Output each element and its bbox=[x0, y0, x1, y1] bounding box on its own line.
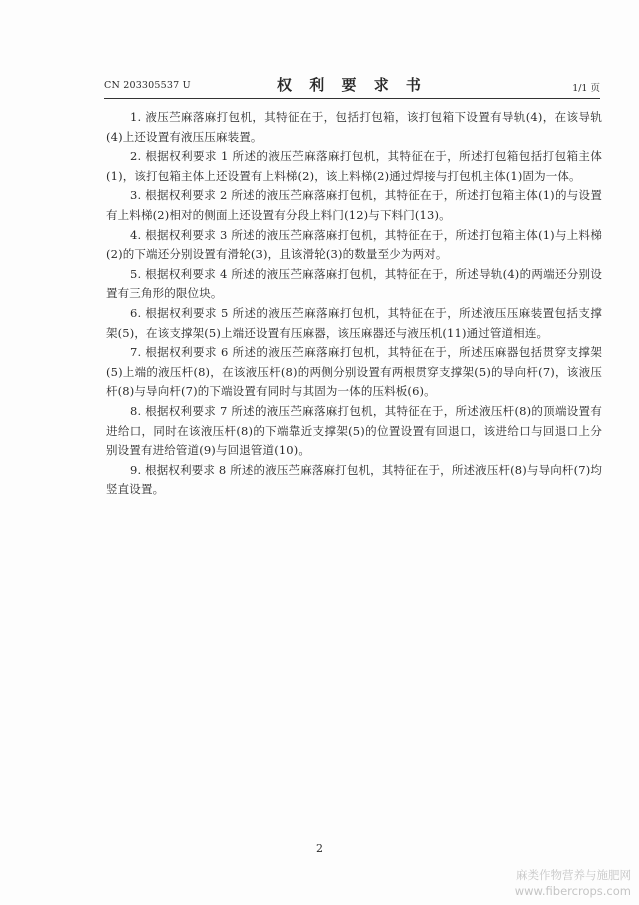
watermark-line-1: 麻类作物营养与施肥网 bbox=[516, 868, 631, 882]
document-title: 权 利 要 求 书 bbox=[277, 76, 427, 94]
page-indicator: 1/1 页 bbox=[572, 83, 600, 94]
claim-2: 2. 根据权利要求 1 所述的液压苎麻落麻打包机，其特征在于，所述打包箱包括打包箱主体(1)，该打包箱主体上还设置有上料梯(2)，该上料梯(2)通过焊接与打包机主体(1)固为一体。 bbox=[106, 149, 602, 183]
claims-list bbox=[106, 108, 602, 500]
claim-1: 1. 液压苎麻落麻打包机，其特征在于，包括打包箱，该打包箱下设置有导轨(4)，在该导轨(4)上还设置有液压压麻装置。 bbox=[106, 110, 602, 144]
header-divider bbox=[104, 98, 600, 99]
claim-8: 8. 根据权利要求 7 所述的液压苎麻落麻打包机，其特征在于，所述液压杆(8)的顶端设置有进给口，同时在该液压杆(8)的下端靠近支撑架(5)的位置设置有回退口，该进给口与回退口上分别设置有进给管道(9)与回退管道(10)。 bbox=[106, 403, 602, 458]
watermark-line-2: www.fibercrops.com bbox=[514, 884, 631, 898]
claim-6: 6. 根据权利要求 5 所述的液压苎麻落麻打包机，其特征在于，所述液压压麻装置包括支撑架(5)，在该支撑架(5)上端还设置有压麻器，该压麻器还与液压机(11)通过管道相连。 bbox=[106, 305, 602, 340]
page-header bbox=[104, 74, 600, 96]
claim-3: 3. 根据权利要求 2 所述的液压苎麻落麻打包机，其特征在于，所述打包箱主体(1)的与设置有上料梯(2)相对的侧面上还设置有分段上料门(12)与下料门(13)。 bbox=[106, 188, 602, 222]
claim-7: 7. 根据权利要求 6 所述的液压苎麻落麻打包机，其特征在于，所述压麻器包括贯穿支撑架(5)上端的液压杆(8)，在该液压杆(8)的两侧分别设置有两根贯穿支撑架(5)的导向杆(7)，该液压杆(8)与导向杆(7)的下端设置有同时与其固为一体的压料板(6)。 bbox=[106, 345, 602, 399]
claim-4: 4. 根据权利要求 3 所述的液压苎麻落麻打包机，其特征在于，所述打包箱主体(1)与上料梯(2)的下端还分别设置有滑轮(3)，且该滑轮(3)的数量至少为两对。 bbox=[106, 227, 602, 262]
claim-5: 5. 根据权利要求 4 所述的液压苎麻落麻打包机，其特征在于，所述导轨(4)的两端还分别设置有三角形的限位块。 bbox=[106, 266, 602, 301]
site-watermark bbox=[515, 867, 631, 899]
patent-number: CN 203305537 U bbox=[104, 80, 191, 91]
page-number: 2 bbox=[316, 842, 323, 855]
claim-9: 9. 根据权利要求 8 所述的液压苎麻落麻打包机，其特征在于，所述液压杆(8)与导向杆(7)均竖直设置。 bbox=[106, 462, 602, 497]
